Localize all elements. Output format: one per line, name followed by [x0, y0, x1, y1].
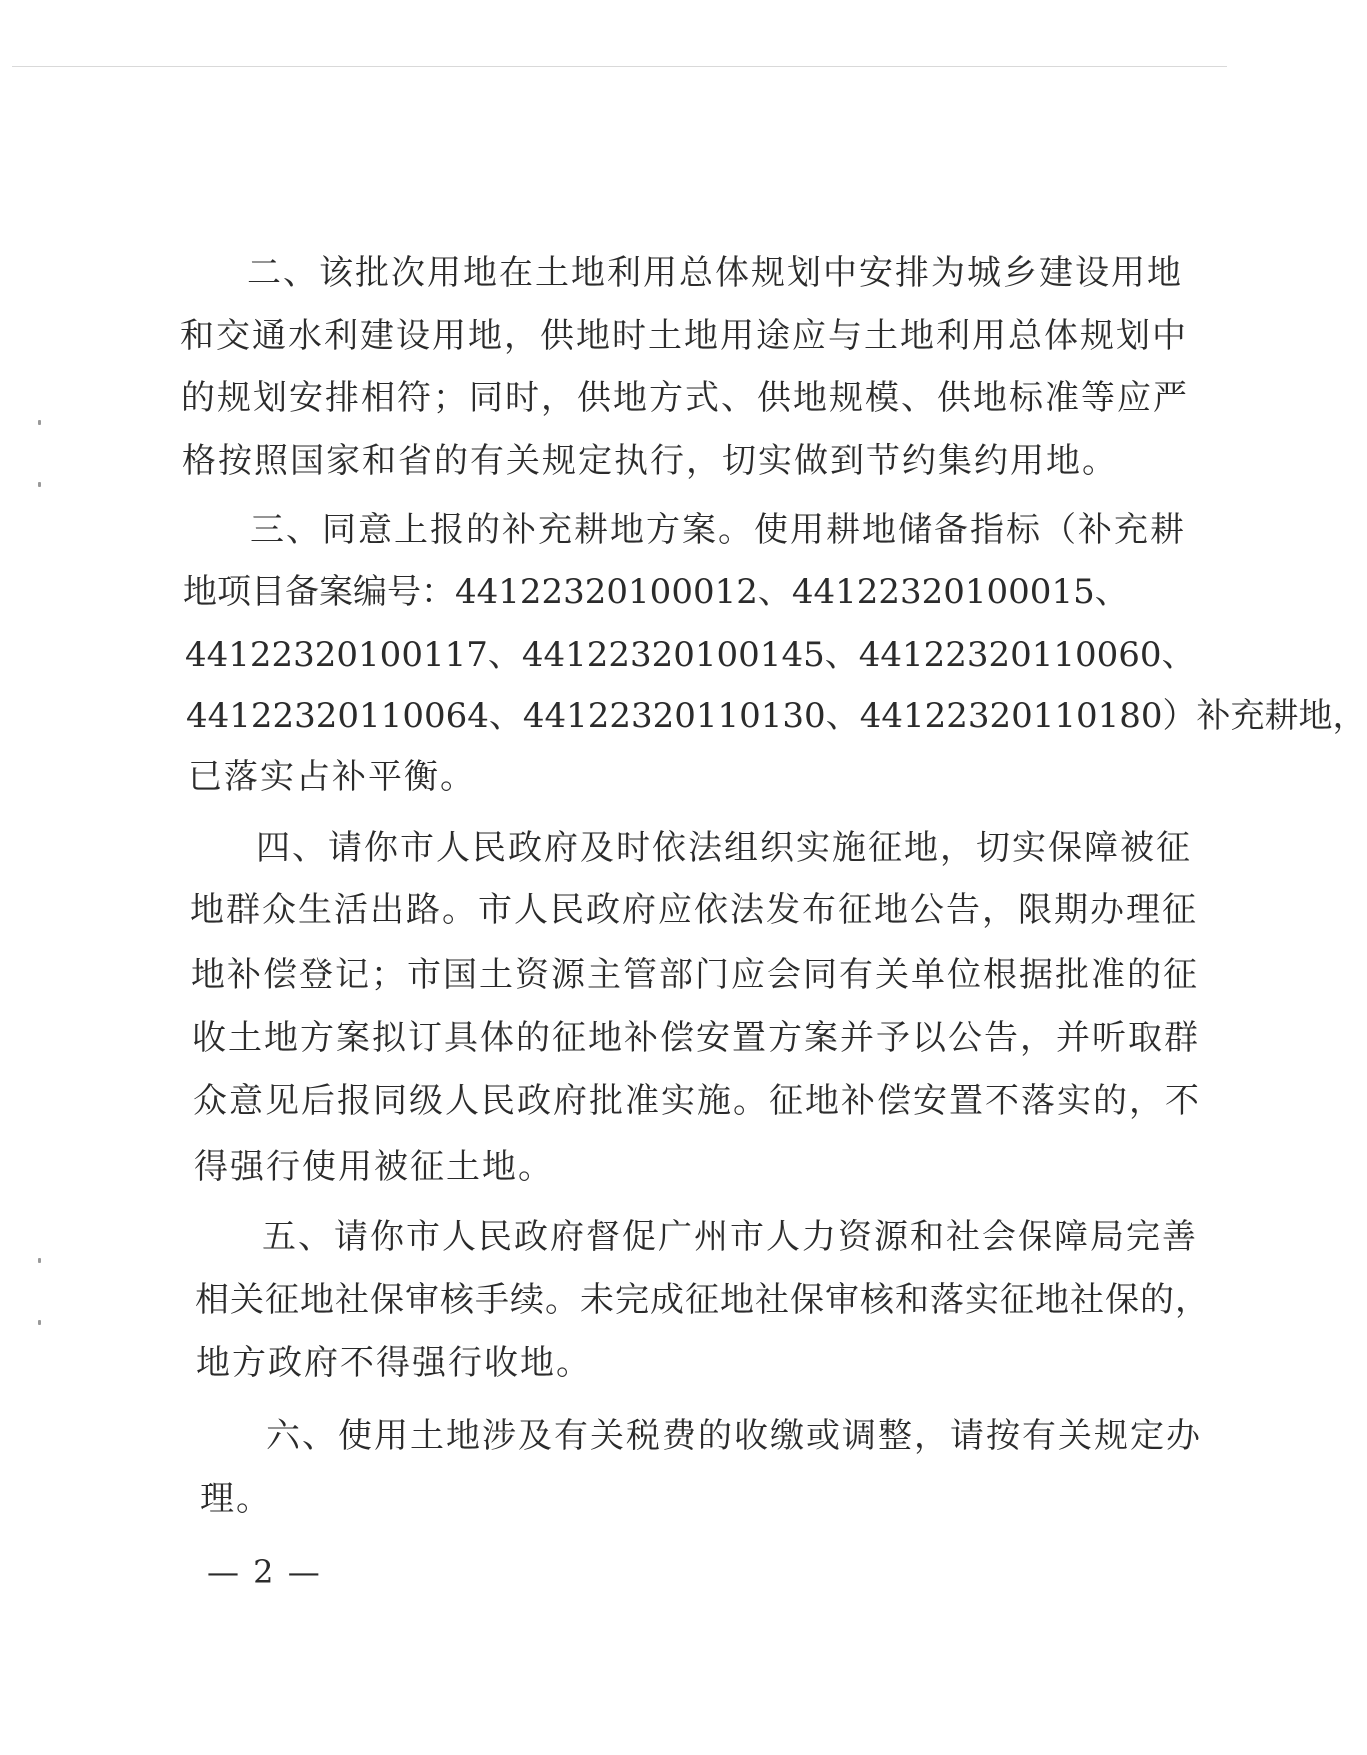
text-line: 地补偿登记；市国土资源主管部门应会同有关单位根据批准的征 [191, 955, 1199, 995]
text-part: 、 [824, 635, 859, 675]
text-line: 收土地方案拟订具体的征地补偿安置方案并予以公告，并听取群 [192, 1018, 1200, 1058]
text-line: 五、请你市人民政府督促广州市人力资源和社会保障局完善 [262, 1217, 1198, 1257]
text-part: 44122320100145 [521, 635, 825, 675]
top-rule [12, 66, 1227, 67]
text-part: 、 [757, 572, 792, 612]
text-line: 已落实占补平衡。 [188, 757, 476, 797]
text-part: 号 [387, 572, 421, 612]
text-line [183, 572, 1129, 612]
text-line: 地群众生活出路。市人民政府应依法发布征地公告，限期办理征 [190, 890, 1198, 930]
margin-mark [38, 420, 41, 425]
text-part: 44122320100117 [185, 635, 488, 675]
text-line: 地方政府不得强行收地。 [196, 1343, 592, 1383]
text-line: 44122320110064、44122320110130、44122320110180）补充耕地， [186, 696, 1367, 736]
text-part: 44122320100015 [791, 572, 1095, 612]
text-line: 六、使用土地涉及有关税费的收缴或调整，请按有关规定办 [266, 1416, 1202, 1456]
text-part: 编 [353, 572, 387, 612]
text-line: 四、请你市人民政府及时依法组织实施征地，切实保障被征 [256, 828, 1192, 868]
margin-mark [38, 1258, 41, 1263]
text-part: 44122320110060 [858, 635, 1162, 675]
text-line [185, 635, 1196, 675]
text-line: 理。 [200, 1479, 272, 1519]
margin-mark [38, 482, 41, 487]
page-number: — 2 — [207, 1553, 322, 1591]
text-part: 44122320100012 [455, 572, 758, 612]
text-line: 三、同意上报的补充耕地方案。使用耕地储备指标（补充耕 [250, 510, 1186, 550]
text-part: 地 [183, 572, 217, 612]
text-part: 目 [251, 572, 285, 612]
text-line: 二、该批次用地在土地利用总体规划中安排为城乡建设用地 [247, 253, 1183, 293]
text-part: ： [421, 572, 455, 612]
text-line: 相关征地社保审核手续。未完成征地社保审核和落实征地社保的， [195, 1280, 1210, 1320]
text-part: 、 [1094, 572, 1129, 612]
text-line: 和交通水利建设用地，供地时土地用途应与土地利用总体规划中 [180, 316, 1188, 356]
text-line: 众意见后报同级人民政府批准实施。征地补偿安置不落实的，不 [193, 1081, 1201, 1121]
text-part: 案 [319, 572, 353, 612]
text-part: 、 [487, 635, 522, 675]
text-line: 得强行使用被征土地。 [194, 1147, 554, 1187]
text-part: 项 [217, 572, 251, 612]
text-part: 备 [285, 572, 319, 612]
margin-mark [38, 1320, 41, 1325]
text-part: 、 [1161, 635, 1196, 675]
text-line: 格按照国家和省的有关规定执行，切实做到节约集约用地。 [182, 441, 1118, 481]
text-line: 的规划安排相符；同时，供地方式、供地规模、供地标准等应严 [181, 378, 1189, 418]
